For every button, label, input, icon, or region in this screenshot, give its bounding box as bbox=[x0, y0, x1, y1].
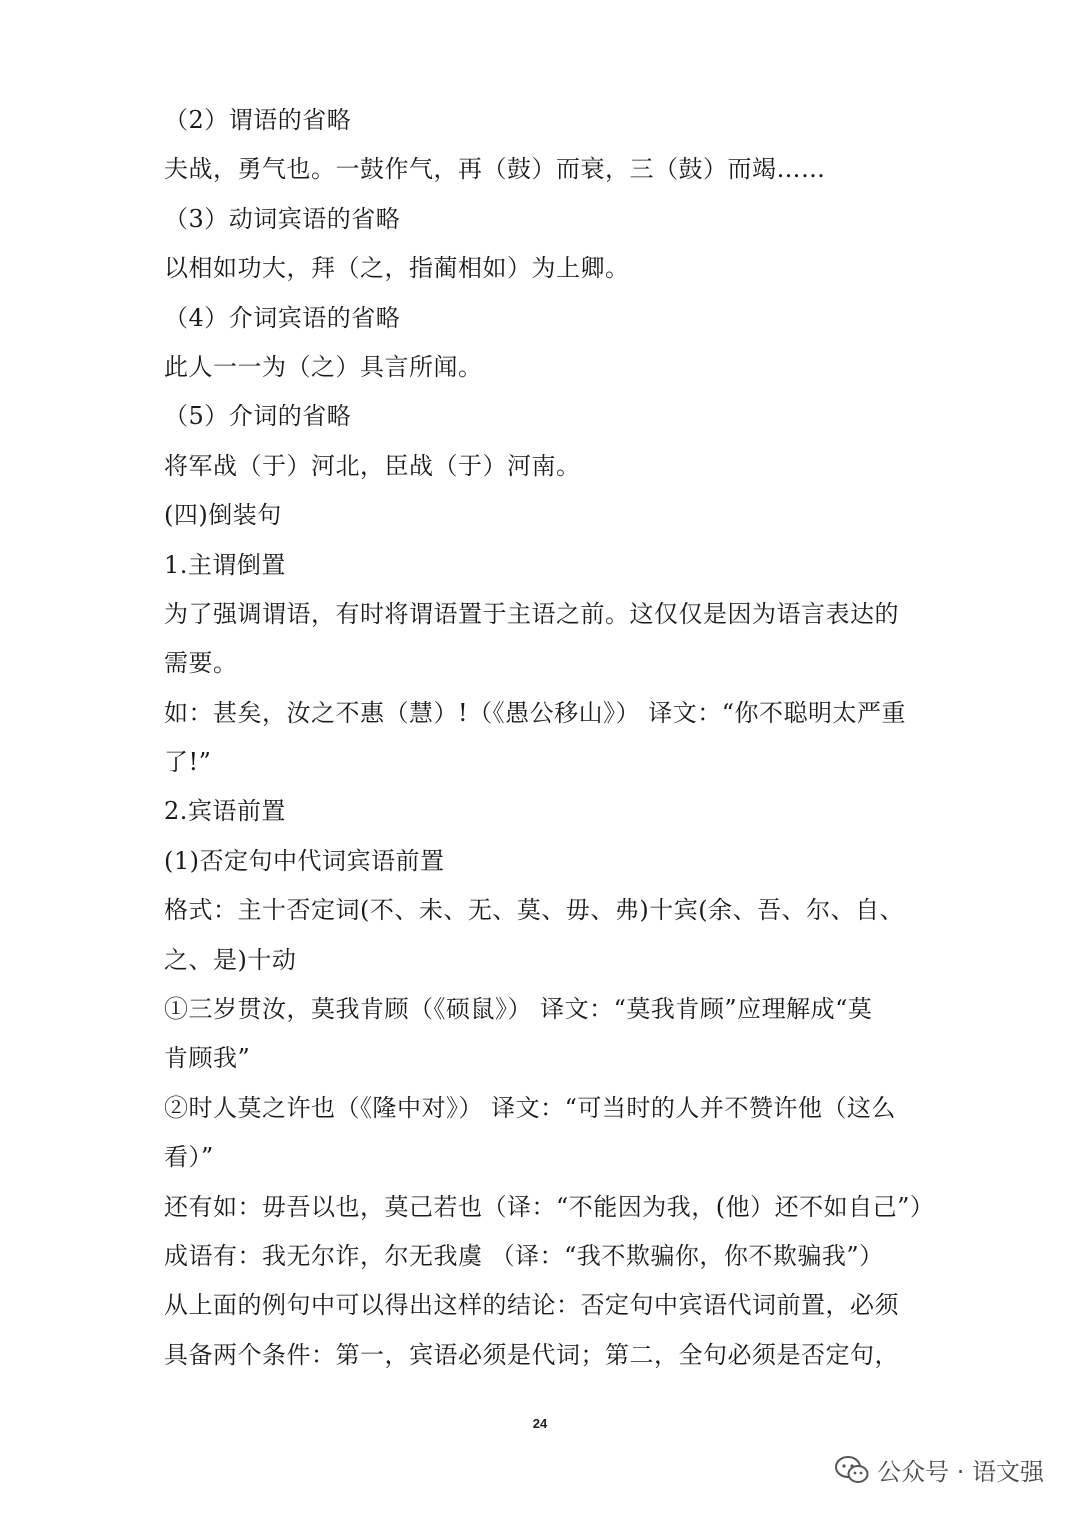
text-line: （3）动词宾语的省略 bbox=[164, 204, 401, 233]
text-line: 为了强调谓语，有时将谓语置于主语之前。这仅仅是因为语言表达的 bbox=[164, 599, 899, 628]
text-line: ①三岁贯汝，莫我肯顾（《硕鼠》） 译文：“莫我肯顾”应理解成“莫 bbox=[164, 995, 873, 1024]
text-line: 2.宾语前置 bbox=[164, 797, 286, 826]
text-line: 具备两个条件：第一，宾语必须是代词；第二，全句必须是否定句， bbox=[164, 1340, 899, 1369]
text-line: 夫战，勇气也。一鼓作气，再（鼓）而衰，三（鼓）而竭…… bbox=[164, 155, 826, 184]
text-line: 1.主谓倒置 bbox=[164, 550, 286, 579]
watermark-text: 公众号 · 语文强 bbox=[877, 1458, 1044, 1486]
text-line: 看）” bbox=[164, 1143, 214, 1172]
text-line: 肯顾我” bbox=[164, 1044, 251, 1073]
text-line: 还有如：毋吾以也，莫己若也（译：“不能因为我，(他）还不如自己”） bbox=[164, 1192, 935, 1221]
text-line: (1)否定句中代词宾语前置 bbox=[164, 846, 445, 875]
watermark bbox=[835, 1452, 1044, 1487]
text-line: （2）谓语的省略 bbox=[164, 106, 352, 134]
text-line: （4）介词宾语的省略 bbox=[164, 303, 401, 332]
text-line: 以相如功大，拜（之，指蔺相如）为上卿。 bbox=[164, 254, 630, 283]
text-line: 将军战（于）河北，臣战（于）河南。 bbox=[164, 451, 581, 480]
text-line: 格式：主十否定词(不、未、无、莫、毋、弗)十宾(余、吾、尔、自、 bbox=[164, 896, 905, 925]
text-line: 了!” bbox=[164, 748, 212, 777]
text-line: 从上面的例句中可以得出这样的结论：否定句中宾语代词前置，必须 bbox=[164, 1291, 899, 1320]
text-line: (四)倒装句 bbox=[164, 501, 282, 530]
wechat-icon bbox=[835, 1455, 869, 1485]
text-line: 需要。 bbox=[164, 649, 238, 678]
text-line: ②时人莫之许也（《隆中对》） 译文：“可当时的人并不赞许他（这么 bbox=[164, 1093, 896, 1122]
text-line: 成语有：我无尔诈，尔无我虞 （译：“我不欺骗你，你不欺骗我”） bbox=[164, 1241, 884, 1270]
text-line: 之、是)十动 bbox=[164, 945, 297, 974]
document-body bbox=[164, 96, 935, 1380]
text-line: 此人一一为（之）具言所闻。 bbox=[164, 352, 483, 381]
text-line: 如：甚矣，汝之不惠（慧）!（《愚公移山》） 译文：“你不聪明太严重 bbox=[164, 698, 907, 727]
page-number: 24 bbox=[532, 1416, 548, 1431]
text-line: （5）介词的省略 bbox=[164, 402, 352, 431]
